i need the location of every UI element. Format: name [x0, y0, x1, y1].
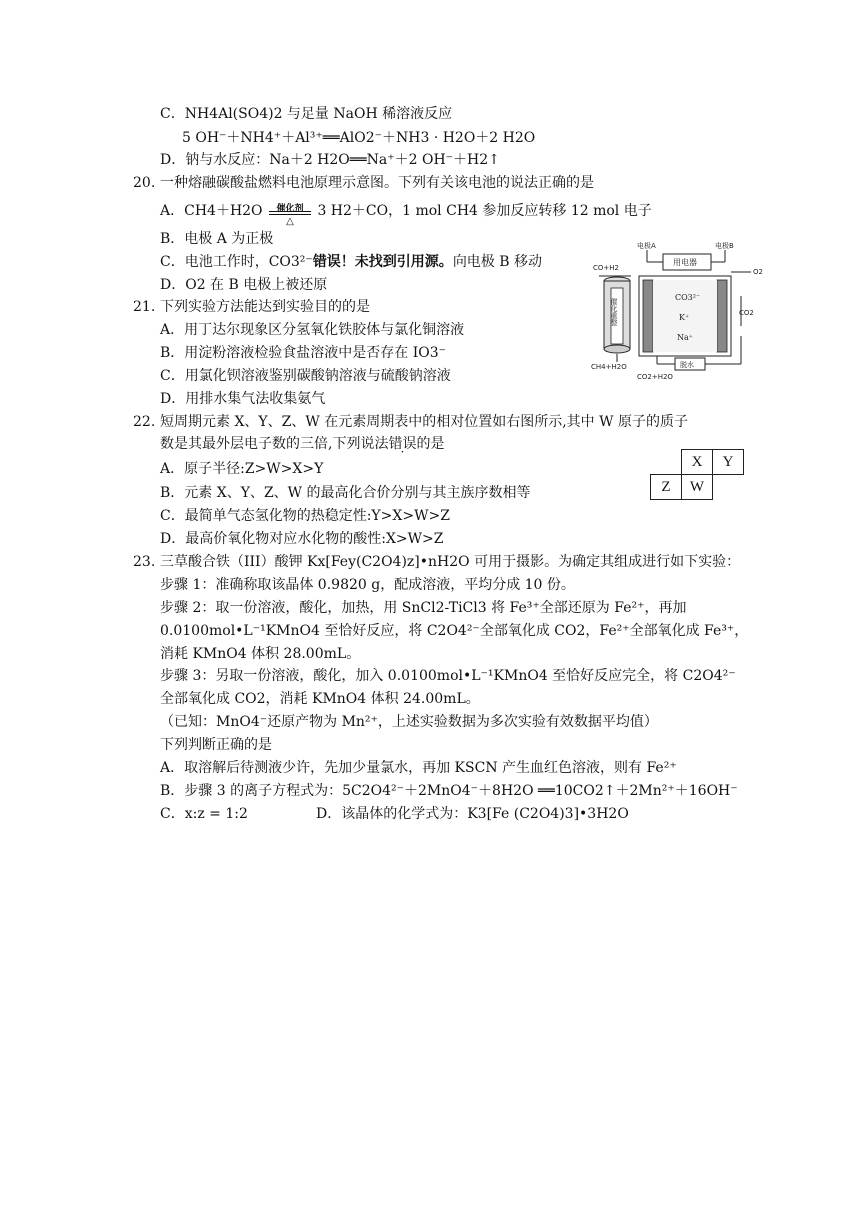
q22-stem-line2 [160, 434, 444, 454]
pt-cell-w: W [682, 475, 713, 500]
q22-stem2-left: 数是其最外层电子数的三倍,下列说法 [160, 436, 389, 452]
q23-step1: 步骤 1：准确称取该晶体 0.9820 g，配成溶液，平均分成 10 份。 [160, 577, 575, 593]
catalyst-label: 催化剂 [276, 204, 304, 214]
q20-option-a-right: 3 H2＋CO，1 mol CH4 参加反应转移 12 mol 电子 [317, 203, 652, 219]
q19-option-c-equation: 5 OH⁻＋NH4⁺＋Al³⁺══AlO2⁻＋NH3 · H2O＋2 H2O [182, 130, 536, 146]
appliance-label: 用电器 [673, 258, 697, 267]
q22-stem: 短周期元素 X、Y、Z、W 在元素周期表中的相对位置如右图所示,其中 W 原子的质子 [160, 414, 688, 430]
q21-option-c: C．用氯化钡溶液鉴别碳酸钠溶液与硫酸钠溶液 [160, 368, 451, 384]
ion-carbonate: CO3²⁻ [675, 293, 701, 302]
q23-option-c: C．x:z = 1:2 [160, 806, 248, 822]
ion-potassium: K⁺ [679, 313, 690, 322]
q22-option-a: A．原子半径:Z>W>X>Y [160, 461, 324, 477]
q21-option-b: B．用淀粉溶液检验食盐溶液中是否存在 IO3⁻ [160, 345, 447, 361]
catalyst-arrow [267, 201, 313, 227]
reference-error: 错误！未找到引用源。 [312, 254, 453, 270]
q19-option-d: D．钠与水反应：Na＋2 H2O══Na⁺＋2 OH⁻＋H2↑ [160, 152, 500, 168]
q23-number: 23. [133, 554, 156, 570]
inlet-co-h2-label: CO+H2 [593, 264, 619, 272]
q19-option-c: C．NH4Al(SO4)2 与足量 NaOH 稀溶液反应 [160, 106, 453, 122]
q23-step2-line3: 消耗 KMnO4 体积 28.00mL。 [160, 646, 361, 662]
reformer-label: 催化重整 [610, 298, 618, 326]
q21-stem: 下列实验方法能达到实验目的的是 [160, 299, 370, 315]
fuel-cell-diagram [591, 236, 767, 382]
inlet-co2-label: CO2 [739, 309, 754, 317]
electrode-a-label: 电极A [637, 242, 656, 250]
pt-cell-z: Z [651, 475, 682, 500]
periodic-table-fragment [650, 449, 744, 500]
q20-option-c-right: 向电极 B 移动 [452, 254, 543, 270]
q20-option-a-left: A．CH4＋H2O [160, 203, 263, 219]
q22-number: 22. [133, 414, 156, 430]
ion-sodium: Na⁺ [677, 333, 693, 342]
q23-step3-line1: 步骤 3：另取一份溶液，酸化，加入 0.0100mol•L⁻¹KMnO4 至恰好反应完全，将 C2O4²⁻ [160, 668, 736, 684]
q20-option-c-left: C．电池工作时，CO3²⁻ [160, 254, 313, 270]
q21-option-a: A．用丁达尔现象区分氢氧化铁胶体与氯化铜溶液 [160, 322, 465, 338]
q20-option-b: B．电极 A 为正极 [160, 231, 274, 247]
pt-cell-y: Y [713, 450, 744, 475]
q23-stem: 三草酸合铁（III）酸钾 Kx[Fey(C2O4)z]•nH2O 可用于摄影。为确定其组成进行如下实验： [160, 554, 741, 570]
inlet-ch4-h2o-label: CH4+H2O [591, 363, 627, 371]
q21-option-d: D．用排水集气法收集氨气 [160, 391, 326, 407]
pt-cell-empty [713, 475, 744, 500]
q23-step2-line2: 0.0100mol•L⁻¹KMnO4 至恰好反应，将 C2O4²⁻全部氧化成 CO2，Fe²⁺全部氧化成 Fe³⁺， [160, 623, 749, 639]
q21-number: 21. [133, 299, 156, 315]
q22-option-c: C．最简单气态氢化物的热稳定性:Y>X>W>Z [160, 508, 450, 524]
outlet-o2-label: O2 [753, 268, 763, 276]
q20-stem: 一种熔融碳酸盐燃料电池原理示意图。下列有关该电池的说法正确的是 [160, 175, 594, 191]
q20-option-d: D．O2 在 B 电极上被还原 [160, 277, 328, 293]
q23-option-b: B．步骤 3 的离子方程式为：5C2O4²⁻＋2MnO4⁻＋8H2O ══10CO2↑＋2Mn²⁺＋16OH⁻ [160, 783, 738, 799]
pt-cell-empty [651, 450, 682, 475]
pt-cell-x: X [682, 450, 713, 475]
q23-note: （已知：MnO4⁻还原产物为 Mn²⁺，上述实验数据为多次实验有效数据平均值） [160, 714, 658, 730]
q22-stem2-right: 的是 [416, 436, 445, 452]
heat-symbol: △ [286, 216, 294, 227]
dehydrate-label: 脱水 [680, 361, 694, 369]
q20-option-a [160, 201, 652, 227]
q23-step3-line2: 全部氧化成 CO2，消耗 KMnO4 体积 24.00mL。 [160, 691, 480, 707]
q22-option-d: D．最高价氧化物对应水化物的酸性:X>W>Z [160, 531, 444, 547]
q20-option-c [160, 252, 542, 272]
electrode-b-label: 电极B [715, 242, 734, 250]
q23-option-d: D．该晶体的化学式为：K3[Fe (C2O4)3]•3H2O [316, 806, 629, 822]
q20-number: 20. [133, 175, 156, 191]
q22-emphasis: 错误 [388, 436, 417, 452]
outlet-co2-h2o-label: CO2+H2O [637, 373, 673, 381]
q23-ask: 下列判断正确的是 [160, 737, 272, 753]
q22-option-b: B．元素 X、Y、Z、W 的最高化合价分别与其主族序数相等 [160, 485, 531, 501]
q23-option-a: A．取溶解后待测液少许，先加少量氯水，再加 KSCN 产生血红色溶液，则有 Fe²⁺ [160, 760, 677, 776]
q23-step2-line1: 步骤 2：取一份溶液，酸化，加热，用 SnCl2-TiCl3 将 Fe³⁺全部还原为 Fe²⁺，再加 [160, 600, 687, 616]
